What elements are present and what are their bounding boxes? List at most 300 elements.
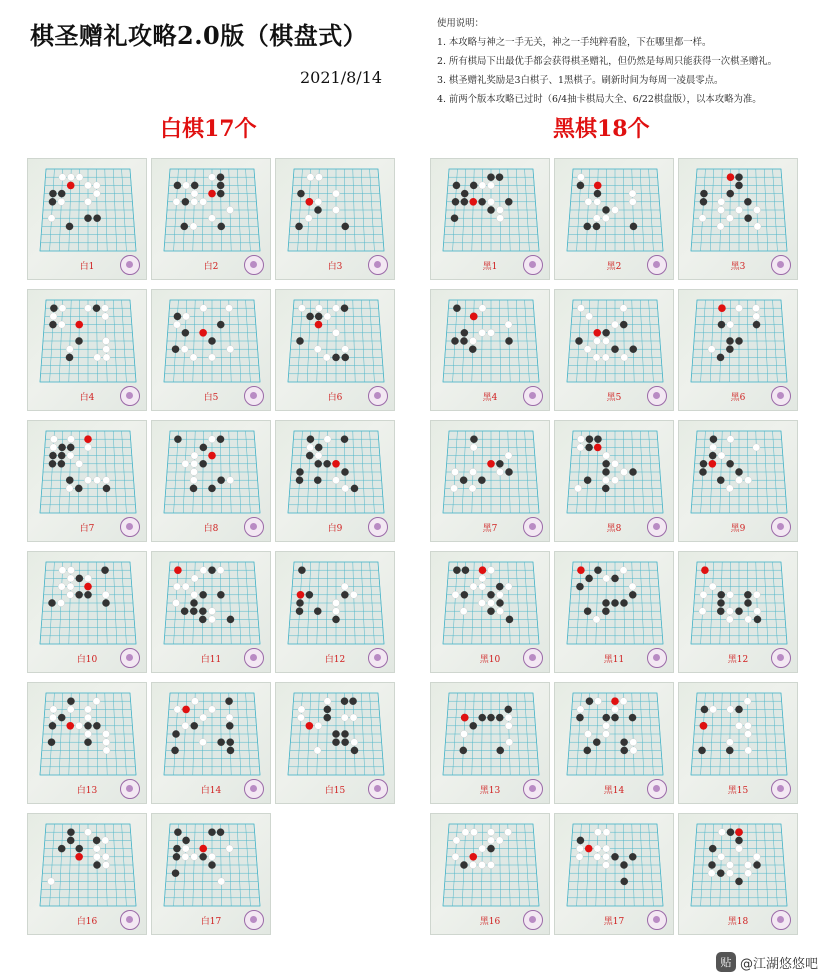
puzzle-label: 黑12 [727,655,749,665]
best-move-marker [75,321,83,329]
white-stone [727,706,734,713]
puzzle-label: 黑18 [727,917,749,927]
white-stone [451,468,458,475]
black-stone [342,223,349,230]
black-stone [181,223,188,230]
white-stone [200,714,207,721]
black-stone [218,223,225,230]
white-stone [478,599,485,606]
white-stone [745,747,752,754]
best-move-marker [75,853,83,861]
go-board [565,296,665,386]
best-move-marker [315,321,323,329]
tieba-icon: 贴 [716,952,736,972]
puzzle-tile [275,289,395,411]
black-stone [470,182,477,189]
black-stone [496,460,503,467]
white-stone [341,583,348,590]
black-stone [181,608,188,615]
black-stone [208,861,215,868]
white-stone [709,583,716,590]
white-stone [47,878,54,885]
white-stone [173,198,180,205]
puzzle-tile [430,420,550,542]
puzzle-tile [678,158,798,280]
seal-icon [771,255,791,275]
black-stone [49,722,56,729]
white-stone [84,305,91,312]
black-stone [49,321,56,328]
puzzle-label: 黑7 [482,524,498,534]
black-stone [576,714,583,721]
white-stone [744,861,751,868]
black-stone [208,829,215,836]
white-stone [305,215,312,222]
puzzle-tile [430,158,550,280]
seal-icon [368,648,388,668]
black-stone [296,608,303,615]
black-stone [66,223,73,230]
black-stone [67,837,74,844]
go-board [162,689,262,779]
black-stone [217,182,224,189]
white-stone [585,313,592,320]
white-stone [84,198,91,205]
seal-icon [771,648,791,668]
white-stone [726,739,733,746]
white-stone [504,829,511,836]
go-board [689,689,789,779]
white-stone [332,305,339,312]
puzzle-tile [27,420,147,542]
go-board [162,427,262,517]
black-stone [620,321,627,328]
puzzle-label: 白8 [203,524,219,534]
white-stone [469,861,476,868]
black-stone [584,608,591,615]
puzzle-label: 白9 [327,524,343,534]
black-stone [594,436,601,443]
white-stone [629,190,636,197]
white-stone [208,354,215,361]
black-stone [200,460,207,467]
puzzle-tile [275,420,395,542]
white-stone [505,321,512,328]
puzzle-tile [151,289,271,411]
white-stone [452,853,459,860]
seal-icon [523,648,543,668]
black-stone [76,591,83,598]
seal-icon [120,255,140,275]
puzzle-tile [27,551,147,673]
black-stone [496,599,503,606]
white-stone [350,591,357,598]
go-board [441,165,541,255]
go-board [689,165,789,255]
black-stone [101,567,108,574]
white-stone [577,305,584,312]
seal-icon [244,255,264,275]
white-stone [200,305,207,312]
puzzle-label: 黑2 [606,262,622,272]
black-stone [314,477,321,484]
white-stone [314,747,321,754]
white-stone [727,591,734,598]
black-stone [296,477,303,484]
white-stone [191,198,198,205]
white-stone [93,853,100,860]
watermark [712,950,822,974]
white-stone [101,305,108,312]
white-stone [460,730,467,737]
white-stone [102,730,109,737]
black-stone [726,337,733,344]
black-stone [102,599,109,606]
puzzle-label: 白7 [79,524,95,534]
black-stone [199,616,206,623]
white-stone [190,468,197,475]
black-stone [227,739,234,746]
white-stone [611,321,618,328]
white-stone [469,337,476,344]
black-stone [505,468,512,475]
black-stone [505,337,512,344]
black-stone [296,599,303,606]
puzzle-tile [554,813,674,935]
white-stone [753,591,760,598]
black-stone [452,198,459,205]
white-stone [182,845,189,852]
black-stone [324,460,331,467]
black-stone [577,837,584,844]
white-stone [208,174,215,181]
white-stone [332,477,339,484]
black-stone [341,698,348,705]
white-stone [577,174,584,181]
black-stone [306,591,313,598]
black-stone [349,698,356,705]
white-stone [200,198,207,205]
seal-icon [244,386,264,406]
white-stone [718,198,725,205]
puzzle-label: 黑16 [479,917,501,927]
white-stone [593,215,600,222]
go-board [441,558,541,648]
white-stone [584,346,591,353]
black-stone [218,477,225,484]
white-stone [50,444,57,451]
seal-icon [244,517,264,537]
seal-icon [368,386,388,406]
black-stone [629,853,636,860]
white-stone [576,853,583,860]
seal-icon [523,910,543,930]
white-stone [469,485,476,492]
puzzle-tile [275,682,395,804]
white-stone [450,485,457,492]
white-stone [593,337,600,344]
white-stone [753,853,760,860]
white-stone [298,305,305,312]
puzzle-label: 白14 [200,786,222,796]
black-stone [621,739,628,746]
white-stone [84,182,91,189]
white-stone [67,706,74,713]
white-stone [191,591,198,598]
go-board [565,165,665,255]
black-stone [717,599,724,606]
white-stone [620,567,627,574]
black-stone [306,452,313,459]
white-stone [630,739,637,746]
black-stone [218,739,225,746]
seal-icon [244,910,264,930]
white-stone [67,174,74,181]
black-stone [324,706,331,713]
black-stone [577,182,584,189]
puzzle-label: 白12 [324,655,346,665]
white-stone [505,722,512,729]
white-stone [709,706,716,713]
black-stone [48,599,55,606]
white-stone [708,346,715,353]
black-stone [735,337,742,344]
white-stone [67,436,74,443]
black-stone [227,616,234,623]
white-stone [208,706,215,713]
white-stone [172,599,179,606]
puzzle-label: 白11 [200,655,222,665]
best-move-marker [174,566,182,574]
black-stone [332,616,339,623]
puzzle-tile [151,420,271,542]
white-stone [84,444,91,451]
puzzle-tile [554,420,674,542]
white-stone [603,722,610,729]
white-stone [173,321,180,328]
best-move-marker [306,722,314,730]
best-move-marker [208,190,216,198]
page-title: 棋圣赠礼攻略2.0版（棋盘式） [30,21,368,50]
black-stone [603,329,610,336]
white-stone [50,436,57,443]
go-board [38,558,138,648]
black-stone [586,436,593,443]
best-move-marker [718,304,726,312]
puzzle-tile [678,551,798,673]
seal-icon [120,910,140,930]
white-stone [594,845,601,852]
puzzle-tile [275,551,395,673]
go-board [38,165,138,255]
best-move-marker [199,329,207,337]
black-stone [172,870,179,877]
best-move-marker [469,198,477,206]
white-stone [603,845,610,852]
black-stone [487,206,494,213]
black-stone [593,223,600,230]
white-stone [227,346,234,353]
go-board [441,296,541,386]
white-stone [497,608,504,615]
white-stone [103,747,110,754]
black-stone [584,747,591,754]
best-move-marker [297,591,305,599]
white-stone [84,730,91,737]
best-move-marker [611,697,619,705]
instruction-heading: 使用说明： [437,18,484,29]
white-stone [744,698,751,705]
white-stone [611,206,618,213]
seal-icon [523,517,543,537]
white-stone [66,346,73,353]
black-stone [217,321,224,328]
puzzle-label: 黑17 [603,917,625,927]
go-board [286,427,386,517]
puzzle-tile [27,289,147,411]
go-board [565,558,665,648]
white-stone [332,329,339,336]
seal-icon [368,779,388,799]
black-stone [172,346,179,353]
black-stone [479,198,486,205]
puzzle-tile [678,682,798,804]
black-stone [460,861,467,868]
best-move-marker [306,198,314,206]
black-stone [200,444,207,451]
white-stone [487,861,494,868]
white-stone [752,305,759,312]
white-stone [745,477,752,484]
seal-icon [771,779,791,799]
puzzle-tile [151,682,271,804]
go-board [38,689,138,779]
white-stone [717,206,724,213]
black-stone [717,608,724,615]
white-stone [726,870,733,877]
black-stone [753,861,760,868]
white-stone [577,436,584,443]
best-move-marker [470,313,478,321]
best-move-marker [479,566,487,574]
black-stone [700,198,707,205]
best-move-marker [577,566,585,574]
white-stone [621,354,628,361]
white-stone [754,223,761,230]
go-board [38,820,138,910]
seal-icon [771,517,791,537]
black-stone [717,477,724,484]
white-stone [332,608,339,615]
black-stone [709,452,716,459]
white-stone [297,714,304,721]
puzzle-label: 黑1 [482,262,498,272]
black-stone [630,223,637,230]
white-stone [67,575,74,582]
black-stone [58,460,65,467]
black-stone [611,853,618,860]
white-stone [59,305,66,312]
black-stone [496,583,503,590]
black-stone [603,460,610,467]
white-stone [93,698,100,705]
puzzle-tile [554,158,674,280]
white-stone [227,477,234,484]
white-stone [226,206,233,213]
black-stone [341,305,348,312]
instruction-line: 1. 本攻略与神之一手无关，神之一手纯粹看脸，下在哪里都一样。 [437,37,712,48]
black-stone [460,337,467,344]
white-stone [717,223,724,230]
white-stone [718,829,725,836]
black-stone [602,599,609,606]
black-stone [58,452,65,459]
white-stone [58,198,65,205]
black-stone [744,198,751,205]
white-stone [67,591,74,598]
black-stone [709,845,716,852]
black-stone [174,313,181,320]
black-stone [479,714,486,721]
puzzle-label: 黑15 [727,786,749,796]
black-stone [182,837,189,844]
black-stone [735,878,742,885]
white-stone [76,174,83,181]
white-stone [103,354,110,361]
white-stone [735,845,742,852]
black-stone [496,714,503,721]
white-stone [50,313,57,320]
puzzle-tile [430,682,550,804]
puzzle-tile [554,289,674,411]
white-stone [93,190,100,197]
black-stone [584,477,591,484]
puzzle-label: 黑11 [603,655,625,665]
black-stone [208,485,215,492]
black-stone [190,599,197,606]
black-stone [351,485,358,492]
white-stone [341,714,348,721]
white-stone [314,346,321,353]
white-stone [727,321,734,328]
puzzle-label: 白1 [79,262,95,272]
seal-icon [368,255,388,275]
black-stone [594,567,601,574]
white-stone [342,485,349,492]
white-stone [726,861,733,868]
black-stone [629,714,636,721]
white-stone [479,575,486,582]
instruction-line: 3. 棋圣赠礼奖励是3白棋子、1黑棋子。刷新时间为每周一凌晨零点。 [437,75,724,86]
white-stone [315,305,322,312]
white-stone [497,215,504,222]
seal-icon [647,910,667,930]
white-stone [102,837,109,844]
black-stone [93,305,100,312]
black-stone [190,608,197,615]
white-stone [298,706,305,713]
black-stone [298,567,305,574]
seal-icon [647,386,667,406]
go-board [286,558,386,648]
white-stone [726,215,733,222]
white-stone [753,206,760,213]
black-stone [208,337,215,344]
white-stone [306,444,313,451]
best-move-marker [735,828,743,836]
black-stone [217,591,224,598]
black-stone [505,706,512,713]
